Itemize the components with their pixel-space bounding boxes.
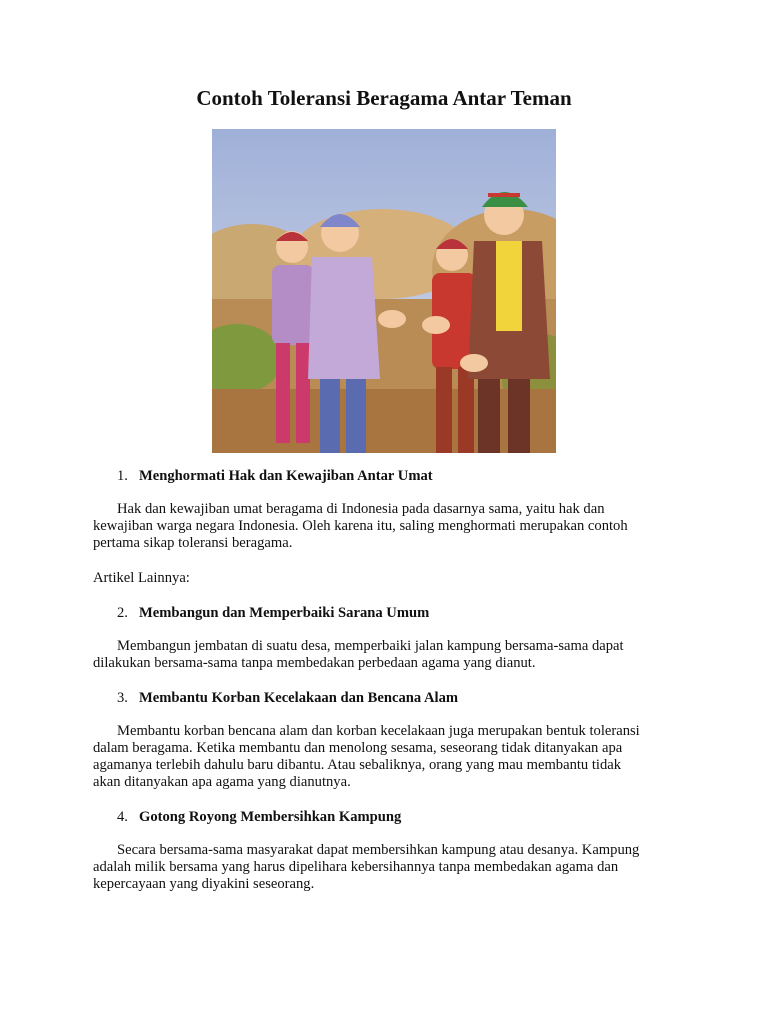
paragraph-line: dalam beragama. Ketika membantu dan menolong sesama, seseorang tidak ditanyakan apa [93,740,623,756]
section-heading [93,605,683,622]
section-paragraph [93,501,683,552]
paragraph-line: Secara bersama-sama masyarakat dapat membersihkan kampung atau desanya. Kampung [117,842,640,858]
paragraph-line: akan ditanyakan apa agama yang dianutnya. [93,774,351,790]
paragraph-line: kepercayaan yang diyakini seseorang. [93,876,315,892]
section-paragraph [93,842,683,893]
paragraph-line: Hak dan kewajiban umat beragama di Indonesia pada dasarnya sama, yaitu hak dan [117,501,605,517]
paragraph-line: dilakukan bersama-sama tanpa membedakan perbedaan agama yang dianut. [93,655,536,671]
section-title: Membantu Korban Kecelakaan dan Bencana Alam [139,690,459,706]
section-title: Membangun dan Memperbaiki Sarana Umum [139,605,430,621]
section-heading [93,809,683,826]
section-title: Menghormati Hak dan Kewajiban Antar Umat [139,468,433,484]
article-body [93,468,683,893]
paragraph-line: agamanya terlebih dahulu baru dibantu. Atau sebaliknya, orang yang mau membantu tidak [93,757,622,773]
section-number: 4. [117,809,128,825]
related-articles-label: Artikel Lainnya: [93,570,190,586]
section-number: 2. [117,605,128,621]
paragraph-line: pertama sikap toleransi beragama. [93,535,293,551]
illustration-friends-image [212,129,556,453]
section-heading [93,468,683,485]
section-number: 3. [117,690,128,706]
paragraph-line: Membantu korban bencana alam dan korban kecelakaan juga merupakan bentuk toleransi [117,723,640,739]
section-paragraph [93,638,683,672]
paragraph-line: Membangun jembatan di suatu desa, memperbaiki jalan kampung bersama-sama dapat [117,638,624,654]
section-number: 1. [117,468,128,484]
page-title: Contoh Toleransi Beragama Antar Teman [196,86,572,110]
section-title: Gotong Royong Membersihkan Kampung [139,809,402,825]
paragraph-line: kewajiban warga negara Indonesia. Oleh karena itu, saling menghormati merupakan contoh [93,518,628,534]
section-heading [93,690,683,707]
section-paragraph [93,723,683,791]
paragraph-line: adalah milik bersama yang harus dipelihara kebersihannya tanpa membedakan agama dan [93,859,619,875]
